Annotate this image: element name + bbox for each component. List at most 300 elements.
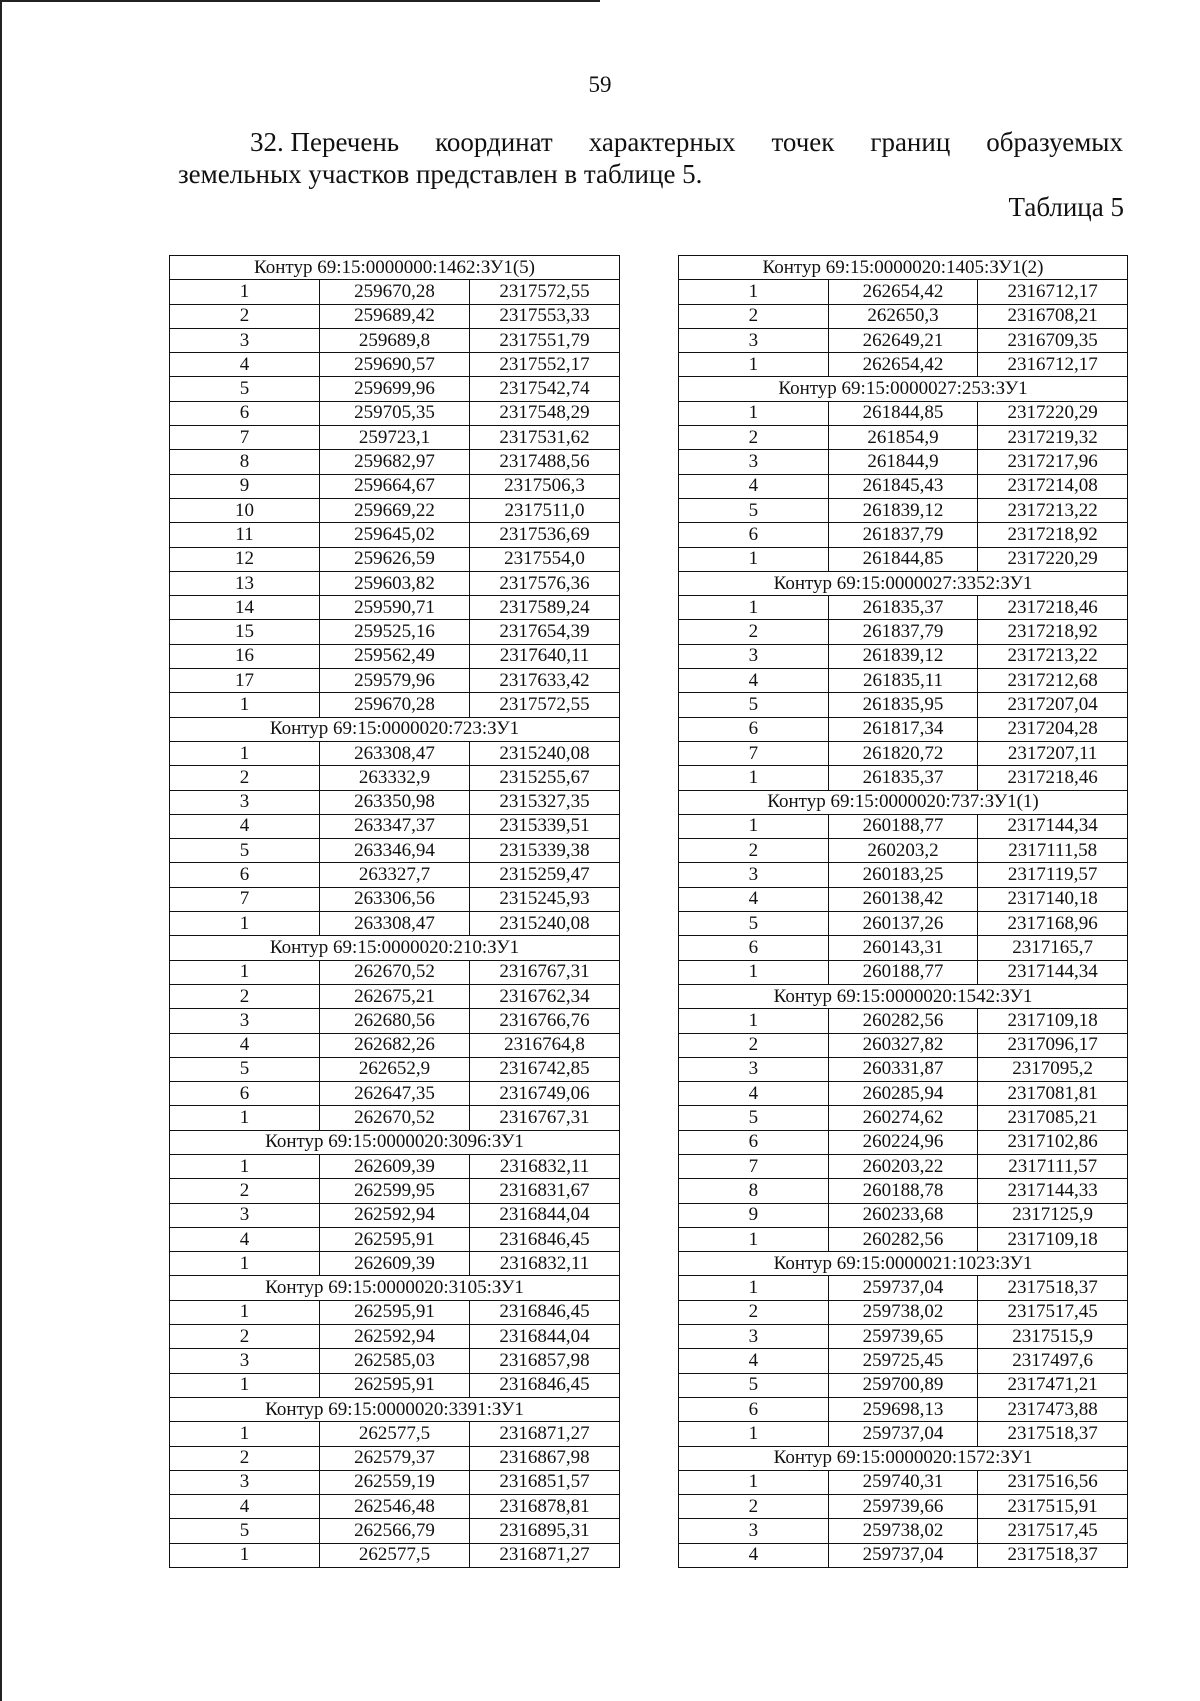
y-coordinate-cell: 2316844,04 xyxy=(470,1325,620,1349)
table-row xyxy=(679,912,1128,936)
y-coordinate-cell: 2317144,33 xyxy=(978,1179,1128,1203)
table-row xyxy=(679,304,1128,328)
contour-title: Контур 69:15:0000020:210:ЗУ1 xyxy=(170,936,620,960)
point-number-cell: 1 xyxy=(170,1252,320,1276)
point-number-cell: 4 xyxy=(170,814,320,838)
x-coordinate-cell: 262654,42 xyxy=(828,353,978,377)
point-number-cell: 6 xyxy=(170,1082,320,1106)
x-coordinate-cell: 259738,02 xyxy=(828,1300,978,1324)
y-coordinate-cell: 2317111,57 xyxy=(978,1154,1128,1178)
point-number-cell: 6 xyxy=(679,1397,829,1421)
y-coordinate-cell: 2316742,85 xyxy=(470,1057,620,1081)
table-row xyxy=(679,1543,1128,1567)
point-number-cell: 1 xyxy=(170,741,320,765)
point-number-cell: 3 xyxy=(679,863,829,887)
point-number-cell: 2 xyxy=(679,1495,829,1519)
point-number-cell: 3 xyxy=(170,1349,320,1373)
x-coordinate-cell: 261835,37 xyxy=(828,596,978,620)
y-coordinate-cell: 2316846,45 xyxy=(470,1300,620,1324)
table-row xyxy=(679,523,1128,547)
table-row xyxy=(679,1033,1128,1057)
x-coordinate-cell: 259705,35 xyxy=(320,401,470,425)
table-row xyxy=(679,620,1128,644)
table-row xyxy=(679,1397,1128,1421)
point-number-cell: 1 xyxy=(679,596,829,620)
table-row xyxy=(170,1033,620,1057)
contour-header-row xyxy=(679,256,1128,280)
table-row xyxy=(679,717,1128,741)
y-coordinate-cell: 2317640,11 xyxy=(470,644,620,668)
x-coordinate-cell: 262595,91 xyxy=(320,1373,470,1397)
x-coordinate-cell: 259737,04 xyxy=(828,1543,978,1567)
y-coordinate-cell: 2316871,27 xyxy=(470,1543,620,1567)
table-row xyxy=(170,960,620,984)
intro-line-2: земельных участков представлен в таблице 5. xyxy=(178,159,703,189)
y-coordinate-cell: 2317220,29 xyxy=(978,401,1128,425)
y-coordinate-cell: 2317517,45 xyxy=(978,1300,1128,1324)
y-coordinate-cell: 2316712,17 xyxy=(978,353,1128,377)
point-number-cell: 5 xyxy=(679,1373,829,1397)
table-row xyxy=(679,839,1128,863)
table-row xyxy=(170,790,620,814)
table-row xyxy=(679,1179,1128,1203)
point-number-cell: 3 xyxy=(170,1470,320,1494)
y-coordinate-cell: 2316857,98 xyxy=(470,1349,620,1373)
table-row xyxy=(170,474,620,498)
x-coordinate-cell: 262599,95 xyxy=(320,1179,470,1203)
table-row xyxy=(679,887,1128,911)
x-coordinate-cell: 262546,48 xyxy=(320,1495,470,1519)
y-coordinate-cell: 2317219,32 xyxy=(978,426,1128,450)
y-coordinate-cell: 2315255,67 xyxy=(470,766,620,790)
point-number-cell: 9 xyxy=(679,1203,829,1227)
y-coordinate-cell: 2316766,76 xyxy=(470,1009,620,1033)
table-row xyxy=(679,1349,1128,1373)
x-coordinate-cell: 262654,42 xyxy=(828,280,978,304)
x-coordinate-cell: 261837,79 xyxy=(828,523,978,547)
point-number-cell: 7 xyxy=(679,1154,829,1178)
point-number-cell: 4 xyxy=(679,669,829,693)
point-number-cell: 4 xyxy=(170,1033,320,1057)
point-number-cell: 2 xyxy=(170,1179,320,1203)
point-number-cell: 1 xyxy=(679,1009,829,1033)
contour-header-row xyxy=(170,1130,620,1154)
contour-title: Контур 69:15:0000020:3391:ЗУ1 xyxy=(170,1397,620,1421)
x-coordinate-cell: 262595,91 xyxy=(320,1300,470,1324)
table-row xyxy=(679,353,1128,377)
x-coordinate-cell: 259670,28 xyxy=(320,280,470,304)
point-number-cell: 1 xyxy=(679,1422,829,1446)
table-row xyxy=(170,839,620,863)
point-number-cell: 4 xyxy=(679,1349,829,1373)
point-number-cell: 1 xyxy=(170,1300,320,1324)
y-coordinate-cell: 2317536,69 xyxy=(470,523,620,547)
table-row xyxy=(170,766,620,790)
x-coordinate-cell: 259670,28 xyxy=(320,693,470,717)
table-row xyxy=(170,1082,620,1106)
x-coordinate-cell: 261844,9 xyxy=(828,450,978,474)
x-coordinate-cell: 262675,21 xyxy=(320,984,470,1008)
y-coordinate-cell: 2316832,11 xyxy=(470,1154,620,1178)
point-number-cell: 6 xyxy=(170,863,320,887)
x-coordinate-cell: 259738,02 xyxy=(828,1519,978,1543)
y-coordinate-cell: 2316749,06 xyxy=(470,1082,620,1106)
point-number-cell: 4 xyxy=(679,887,829,911)
point-number-cell: 4 xyxy=(170,1227,320,1251)
left-table-body xyxy=(170,256,620,1568)
contour-header-row xyxy=(679,571,1128,595)
table-row xyxy=(170,1300,620,1324)
contour-title: Контур 69:15:0000027:253:ЗУ1 xyxy=(679,377,1128,401)
x-coordinate-cell: 262577,5 xyxy=(320,1422,470,1446)
table-row xyxy=(679,474,1128,498)
table-row xyxy=(679,596,1128,620)
point-number-cell: 17 xyxy=(170,669,320,693)
x-coordinate-cell: 262652,9 xyxy=(320,1057,470,1081)
y-coordinate-cell: 2315259,47 xyxy=(470,863,620,887)
y-coordinate-cell: 2316846,45 xyxy=(470,1227,620,1251)
y-coordinate-cell: 2317140,18 xyxy=(978,887,1128,911)
x-coordinate-cell: 260203,2 xyxy=(828,839,978,863)
x-coordinate-cell: 261854,9 xyxy=(828,426,978,450)
x-coordinate-cell: 259737,04 xyxy=(828,1276,978,1300)
y-coordinate-cell: 2317572,55 xyxy=(470,693,620,717)
point-number-cell: 2 xyxy=(170,1325,320,1349)
table-row xyxy=(170,814,620,838)
table-row xyxy=(679,1203,1128,1227)
point-number-cell: 3 xyxy=(170,1009,320,1033)
x-coordinate-cell: 259525,16 xyxy=(320,620,470,644)
point-number-cell: 4 xyxy=(170,1495,320,1519)
contour-header-row xyxy=(170,1276,620,1300)
x-coordinate-cell: 259603,82 xyxy=(320,571,470,595)
table-row xyxy=(679,1422,1128,1446)
right-coordinates-table xyxy=(678,255,1128,1568)
x-coordinate-cell: 259664,67 xyxy=(320,474,470,498)
table-row xyxy=(170,1519,620,1543)
point-number-cell: 1 xyxy=(170,693,320,717)
table-caption: Таблица 5 xyxy=(1008,192,1124,222)
x-coordinate-cell: 260274,62 xyxy=(828,1106,978,1130)
x-coordinate-cell: 262649,21 xyxy=(828,328,978,352)
x-coordinate-cell: 260138,42 xyxy=(828,887,978,911)
x-coordinate-cell: 259739,65 xyxy=(828,1325,978,1349)
point-number-cell: 1 xyxy=(170,1422,320,1446)
x-coordinate-cell: 261835,95 xyxy=(828,693,978,717)
table-row xyxy=(170,547,620,571)
point-number-cell: 1 xyxy=(170,1154,320,1178)
table-row xyxy=(679,328,1128,352)
table-row xyxy=(170,1422,620,1446)
table-row xyxy=(170,328,620,352)
contour-header-row xyxy=(679,377,1128,401)
table-row xyxy=(679,1373,1128,1397)
y-coordinate-cell: 2317473,88 xyxy=(978,1397,1128,1421)
y-coordinate-cell: 2315240,08 xyxy=(470,912,620,936)
y-coordinate-cell: 2317207,11 xyxy=(978,741,1128,765)
y-coordinate-cell: 2316846,45 xyxy=(470,1373,620,1397)
point-number-cell: 4 xyxy=(679,1082,829,1106)
left-coordinates-table xyxy=(169,255,620,1568)
x-coordinate-cell: 262579,37 xyxy=(320,1446,470,1470)
x-coordinate-cell: 259740,31 xyxy=(828,1470,978,1494)
point-number-cell: 6 xyxy=(679,936,829,960)
x-coordinate-cell: 261839,12 xyxy=(828,644,978,668)
y-coordinate-cell: 2317218,92 xyxy=(978,620,1128,644)
x-coordinate-cell: 259689,42 xyxy=(320,304,470,328)
x-coordinate-cell: 262592,94 xyxy=(320,1203,470,1227)
y-coordinate-cell: 2317511,0 xyxy=(470,498,620,522)
point-number-cell: 5 xyxy=(170,1519,320,1543)
contour-header-row xyxy=(679,1252,1128,1276)
y-coordinate-cell: 2316762,34 xyxy=(470,984,620,1008)
contour-header-row xyxy=(679,984,1128,1008)
table-row xyxy=(679,669,1128,693)
y-coordinate-cell: 2317111,58 xyxy=(978,839,1128,863)
y-coordinate-cell: 2316878,81 xyxy=(470,1495,620,1519)
table-row xyxy=(170,1227,620,1251)
right-coordinates-column xyxy=(678,255,1128,1568)
point-number-cell: 1 xyxy=(679,1470,829,1494)
table-row xyxy=(679,547,1128,571)
x-coordinate-cell: 259682,97 xyxy=(320,450,470,474)
table-row xyxy=(170,741,620,765)
contour-header-row xyxy=(679,1446,1128,1470)
y-coordinate-cell: 2317518,37 xyxy=(978,1276,1128,1300)
y-coordinate-cell: 2316831,67 xyxy=(470,1179,620,1203)
point-number-cell: 2 xyxy=(679,839,829,863)
x-coordinate-cell: 259699,96 xyxy=(320,377,470,401)
table-row xyxy=(170,401,620,425)
y-coordinate-cell: 2317218,46 xyxy=(978,766,1128,790)
point-number-cell: 5 xyxy=(170,377,320,401)
y-coordinate-cell: 2317109,18 xyxy=(978,1009,1128,1033)
table-row xyxy=(170,984,620,1008)
x-coordinate-cell: 260188,77 xyxy=(828,960,978,984)
table-row xyxy=(679,1106,1128,1130)
x-coordinate-cell: 259669,22 xyxy=(320,498,470,522)
y-coordinate-cell: 2316767,31 xyxy=(470,1106,620,1130)
point-number-cell: 4 xyxy=(679,1543,829,1567)
y-coordinate-cell: 2317085,21 xyxy=(978,1106,1128,1130)
x-coordinate-cell: 262647,35 xyxy=(320,1082,470,1106)
table-row xyxy=(170,669,620,693)
table-row xyxy=(170,377,620,401)
point-number-cell: 13 xyxy=(170,571,320,595)
x-coordinate-cell: 261845,43 xyxy=(828,474,978,498)
point-number-cell: 1 xyxy=(679,814,829,838)
intro-word: точек xyxy=(771,127,835,157)
scan-edge-top xyxy=(0,0,600,2)
y-coordinate-cell: 2316832,11 xyxy=(470,1252,620,1276)
x-coordinate-cell: 260282,56 xyxy=(828,1227,978,1251)
scan-edge-left xyxy=(0,0,2,1701)
intro-line-1 xyxy=(178,126,1123,158)
contour-title: Контур 69:15:0000000:1462:ЗУ1(5) xyxy=(170,256,620,280)
x-coordinate-cell: 260188,77 xyxy=(828,814,978,838)
x-coordinate-cell: 262670,52 xyxy=(320,1106,470,1130)
y-coordinate-cell: 2317552,17 xyxy=(470,353,620,377)
y-coordinate-cell: 2317144,34 xyxy=(978,960,1128,984)
table-row xyxy=(679,1325,1128,1349)
table-row xyxy=(679,1130,1128,1154)
table-row xyxy=(170,1495,620,1519)
x-coordinate-cell: 261835,37 xyxy=(828,766,978,790)
x-coordinate-cell: 260137,26 xyxy=(828,912,978,936)
point-number-cell: 7 xyxy=(170,887,320,911)
point-number-cell: 1 xyxy=(679,960,829,984)
contour-header-row xyxy=(679,790,1128,814)
intro-paragraph xyxy=(178,126,1123,190)
y-coordinate-cell: 2317531,62 xyxy=(470,426,620,450)
table-row xyxy=(170,1179,620,1203)
contour-title: Контур 69:15:0000020:737:ЗУ1(1) xyxy=(679,790,1128,814)
table-row xyxy=(170,693,620,717)
table-row xyxy=(170,1373,620,1397)
intro-word: образуемых xyxy=(986,127,1123,157)
table-row xyxy=(170,1325,620,1349)
x-coordinate-cell: 261837,79 xyxy=(828,620,978,644)
point-number-cell: 7 xyxy=(679,741,829,765)
contour-header-row xyxy=(170,936,620,960)
point-number-cell: 10 xyxy=(170,498,320,522)
point-number-cell: 1 xyxy=(679,401,829,425)
table-row xyxy=(170,1252,620,1276)
point-number-cell: 1 xyxy=(170,912,320,936)
x-coordinate-cell: 260224,96 xyxy=(828,1130,978,1154)
table-row xyxy=(170,1009,620,1033)
table-row xyxy=(679,936,1128,960)
table-row xyxy=(170,304,620,328)
point-number-cell: 9 xyxy=(170,474,320,498)
x-coordinate-cell: 263308,47 xyxy=(320,912,470,936)
x-coordinate-cell: 261820,72 xyxy=(828,741,978,765)
x-coordinate-cell: 260331,87 xyxy=(828,1057,978,1081)
table-row xyxy=(679,280,1128,304)
x-coordinate-cell: 260143,31 xyxy=(828,936,978,960)
y-coordinate-cell: 2315245,93 xyxy=(470,887,620,911)
contour-title: Контур 69:15:0000020:1405:ЗУ1(2) xyxy=(679,256,1128,280)
intro-word: 32. Перечень xyxy=(250,127,400,157)
x-coordinate-cell: 259698,13 xyxy=(828,1397,978,1421)
y-coordinate-cell: 2317471,21 xyxy=(978,1373,1128,1397)
intro-word: границ xyxy=(870,127,951,157)
contour-title: Контур 69:15:0000020:723:ЗУ1 xyxy=(170,717,620,741)
x-coordinate-cell: 259626,59 xyxy=(320,547,470,571)
x-coordinate-cell: 262682,26 xyxy=(320,1033,470,1057)
table-row xyxy=(170,498,620,522)
table-row xyxy=(170,523,620,547)
table-row xyxy=(679,1057,1128,1081)
point-number-cell: 3 xyxy=(679,450,829,474)
y-coordinate-cell: 2315240,08 xyxy=(470,741,620,765)
table-row xyxy=(170,450,620,474)
y-coordinate-cell: 2317572,55 xyxy=(470,280,620,304)
point-number-cell: 4 xyxy=(679,474,829,498)
y-coordinate-cell: 2316895,31 xyxy=(470,1519,620,1543)
point-number-cell: 7 xyxy=(170,426,320,450)
point-number-cell: 1 xyxy=(170,280,320,304)
y-coordinate-cell: 2317517,45 xyxy=(978,1519,1128,1543)
point-number-cell: 1 xyxy=(679,547,829,571)
table-row xyxy=(679,1154,1128,1178)
contour-title: Контур 69:15:0000020:1542:ЗУ1 xyxy=(679,984,1128,1008)
x-coordinate-cell: 263346,94 xyxy=(320,839,470,863)
x-coordinate-cell: 262577,5 xyxy=(320,1543,470,1567)
table-row xyxy=(170,280,620,304)
y-coordinate-cell: 2315327,35 xyxy=(470,790,620,814)
x-coordinate-cell: 262680,56 xyxy=(320,1009,470,1033)
table-row xyxy=(679,1470,1128,1494)
y-coordinate-cell: 2317551,79 xyxy=(470,328,620,352)
point-number-cell: 2 xyxy=(170,304,320,328)
y-coordinate-cell: 2317119,57 xyxy=(978,863,1128,887)
table-row xyxy=(170,887,620,911)
x-coordinate-cell: 263327,7 xyxy=(320,863,470,887)
table-row xyxy=(679,644,1128,668)
x-coordinate-cell: 259723,1 xyxy=(320,426,470,450)
point-number-cell: 3 xyxy=(679,1325,829,1349)
table-row xyxy=(170,1446,620,1470)
y-coordinate-cell: 2315339,51 xyxy=(470,814,620,838)
point-number-cell: 3 xyxy=(679,1519,829,1543)
point-number-cell: 2 xyxy=(679,304,829,328)
x-coordinate-cell: 263306,56 xyxy=(320,887,470,911)
y-coordinate-cell: 2317168,96 xyxy=(978,912,1128,936)
y-coordinate-cell: 2317214,08 xyxy=(978,474,1128,498)
point-number-cell: 1 xyxy=(679,353,829,377)
y-coordinate-cell: 2317554,0 xyxy=(470,547,620,571)
table-row xyxy=(679,498,1128,522)
point-number-cell: 1 xyxy=(170,1543,320,1567)
y-coordinate-cell: 2317518,37 xyxy=(978,1543,1128,1567)
point-number-cell: 1 xyxy=(679,1227,829,1251)
point-number-cell: 1 xyxy=(679,1276,829,1300)
table-row xyxy=(679,863,1128,887)
y-coordinate-cell: 2317109,18 xyxy=(978,1227,1128,1251)
x-coordinate-cell: 262559,19 xyxy=(320,1470,470,1494)
point-number-cell: 5 xyxy=(679,912,829,936)
x-coordinate-cell: 260233,68 xyxy=(828,1203,978,1227)
y-coordinate-cell: 2317218,46 xyxy=(978,596,1128,620)
x-coordinate-cell: 259645,02 xyxy=(320,523,470,547)
y-coordinate-cell: 2317654,39 xyxy=(470,620,620,644)
table-row xyxy=(170,1203,620,1227)
point-number-cell: 3 xyxy=(170,1203,320,1227)
y-coordinate-cell: 2317218,92 xyxy=(978,523,1128,547)
x-coordinate-cell: 261844,85 xyxy=(828,401,978,425)
x-coordinate-cell: 259737,04 xyxy=(828,1422,978,1446)
y-coordinate-cell: 2316709,35 xyxy=(978,328,1128,352)
intro-word: характерных xyxy=(588,127,736,157)
table-row xyxy=(170,863,620,887)
y-coordinate-cell: 2317497,6 xyxy=(978,1349,1128,1373)
point-number-cell: 3 xyxy=(679,644,829,668)
contour-title: Контур 69:15:0000020:3105:ЗУ1 xyxy=(170,1276,620,1300)
point-number-cell: 5 xyxy=(679,498,829,522)
table-row xyxy=(679,693,1128,717)
point-number-cell: 5 xyxy=(170,1057,320,1081)
x-coordinate-cell: 263350,98 xyxy=(320,790,470,814)
y-coordinate-cell: 2317506,3 xyxy=(470,474,620,498)
y-coordinate-cell: 2317081,81 xyxy=(978,1082,1128,1106)
table-row xyxy=(170,1106,620,1130)
x-coordinate-cell: 259725,45 xyxy=(828,1349,978,1373)
point-number-cell: 5 xyxy=(679,1106,829,1130)
y-coordinate-cell: 2317207,04 xyxy=(978,693,1128,717)
point-number-cell: 3 xyxy=(170,790,320,814)
y-coordinate-cell: 2316708,21 xyxy=(978,304,1128,328)
